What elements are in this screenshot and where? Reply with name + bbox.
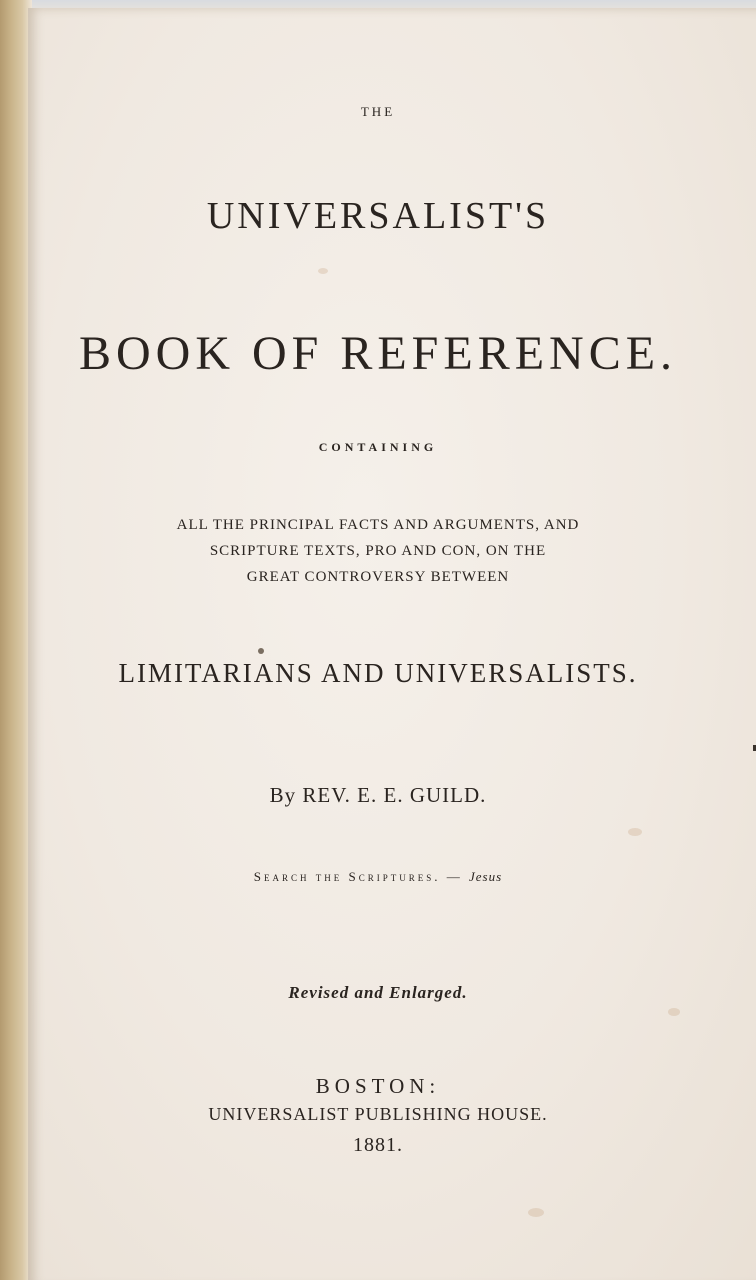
title-line-1: UNIVERSALIST'S bbox=[206, 195, 550, 237]
foxing-spot bbox=[668, 1008, 680, 1016]
title-article: THE bbox=[360, 104, 396, 119]
motto bbox=[28, 869, 728, 885]
containing-label: CONTAINING bbox=[318, 440, 438, 454]
motto-dash: — bbox=[440, 869, 470, 884]
author-line: By REV. E. E. GUILD. bbox=[269, 783, 487, 807]
publisher-name: UNIVERSALIST PUBLISHING HOUSE. bbox=[208, 1104, 548, 1124]
foxing-spot bbox=[528, 1208, 544, 1217]
description-line-1: ALL THE PRINCIPAL FACTS AND ARGUMENTS, AND bbox=[176, 517, 580, 533]
description-line-3: GREAT CONTROVERSY BETWEEN bbox=[246, 569, 510, 585]
subject-heading: LIMITARIANS AND UNIVERSALISTS. bbox=[118, 658, 638, 688]
foxing-spot bbox=[318, 268, 328, 274]
publication-place: BOSTON: bbox=[315, 1074, 441, 1098]
edition-line: Revised and Enlarged. bbox=[288, 983, 468, 1002]
publication-year: 1881. bbox=[353, 1134, 403, 1156]
description-line-2: SCRIPTURE TEXTS, PRO AND CON, ON THE bbox=[209, 543, 547, 559]
motto-text: Search the Scriptures. bbox=[253, 869, 441, 884]
title-line-2: BOOK OF REFERENCE. bbox=[78, 327, 678, 380]
foxing-spot bbox=[628, 828, 642, 836]
foxing-spot bbox=[258, 648, 264, 654]
motto-attribution: Jesus bbox=[469, 869, 503, 884]
